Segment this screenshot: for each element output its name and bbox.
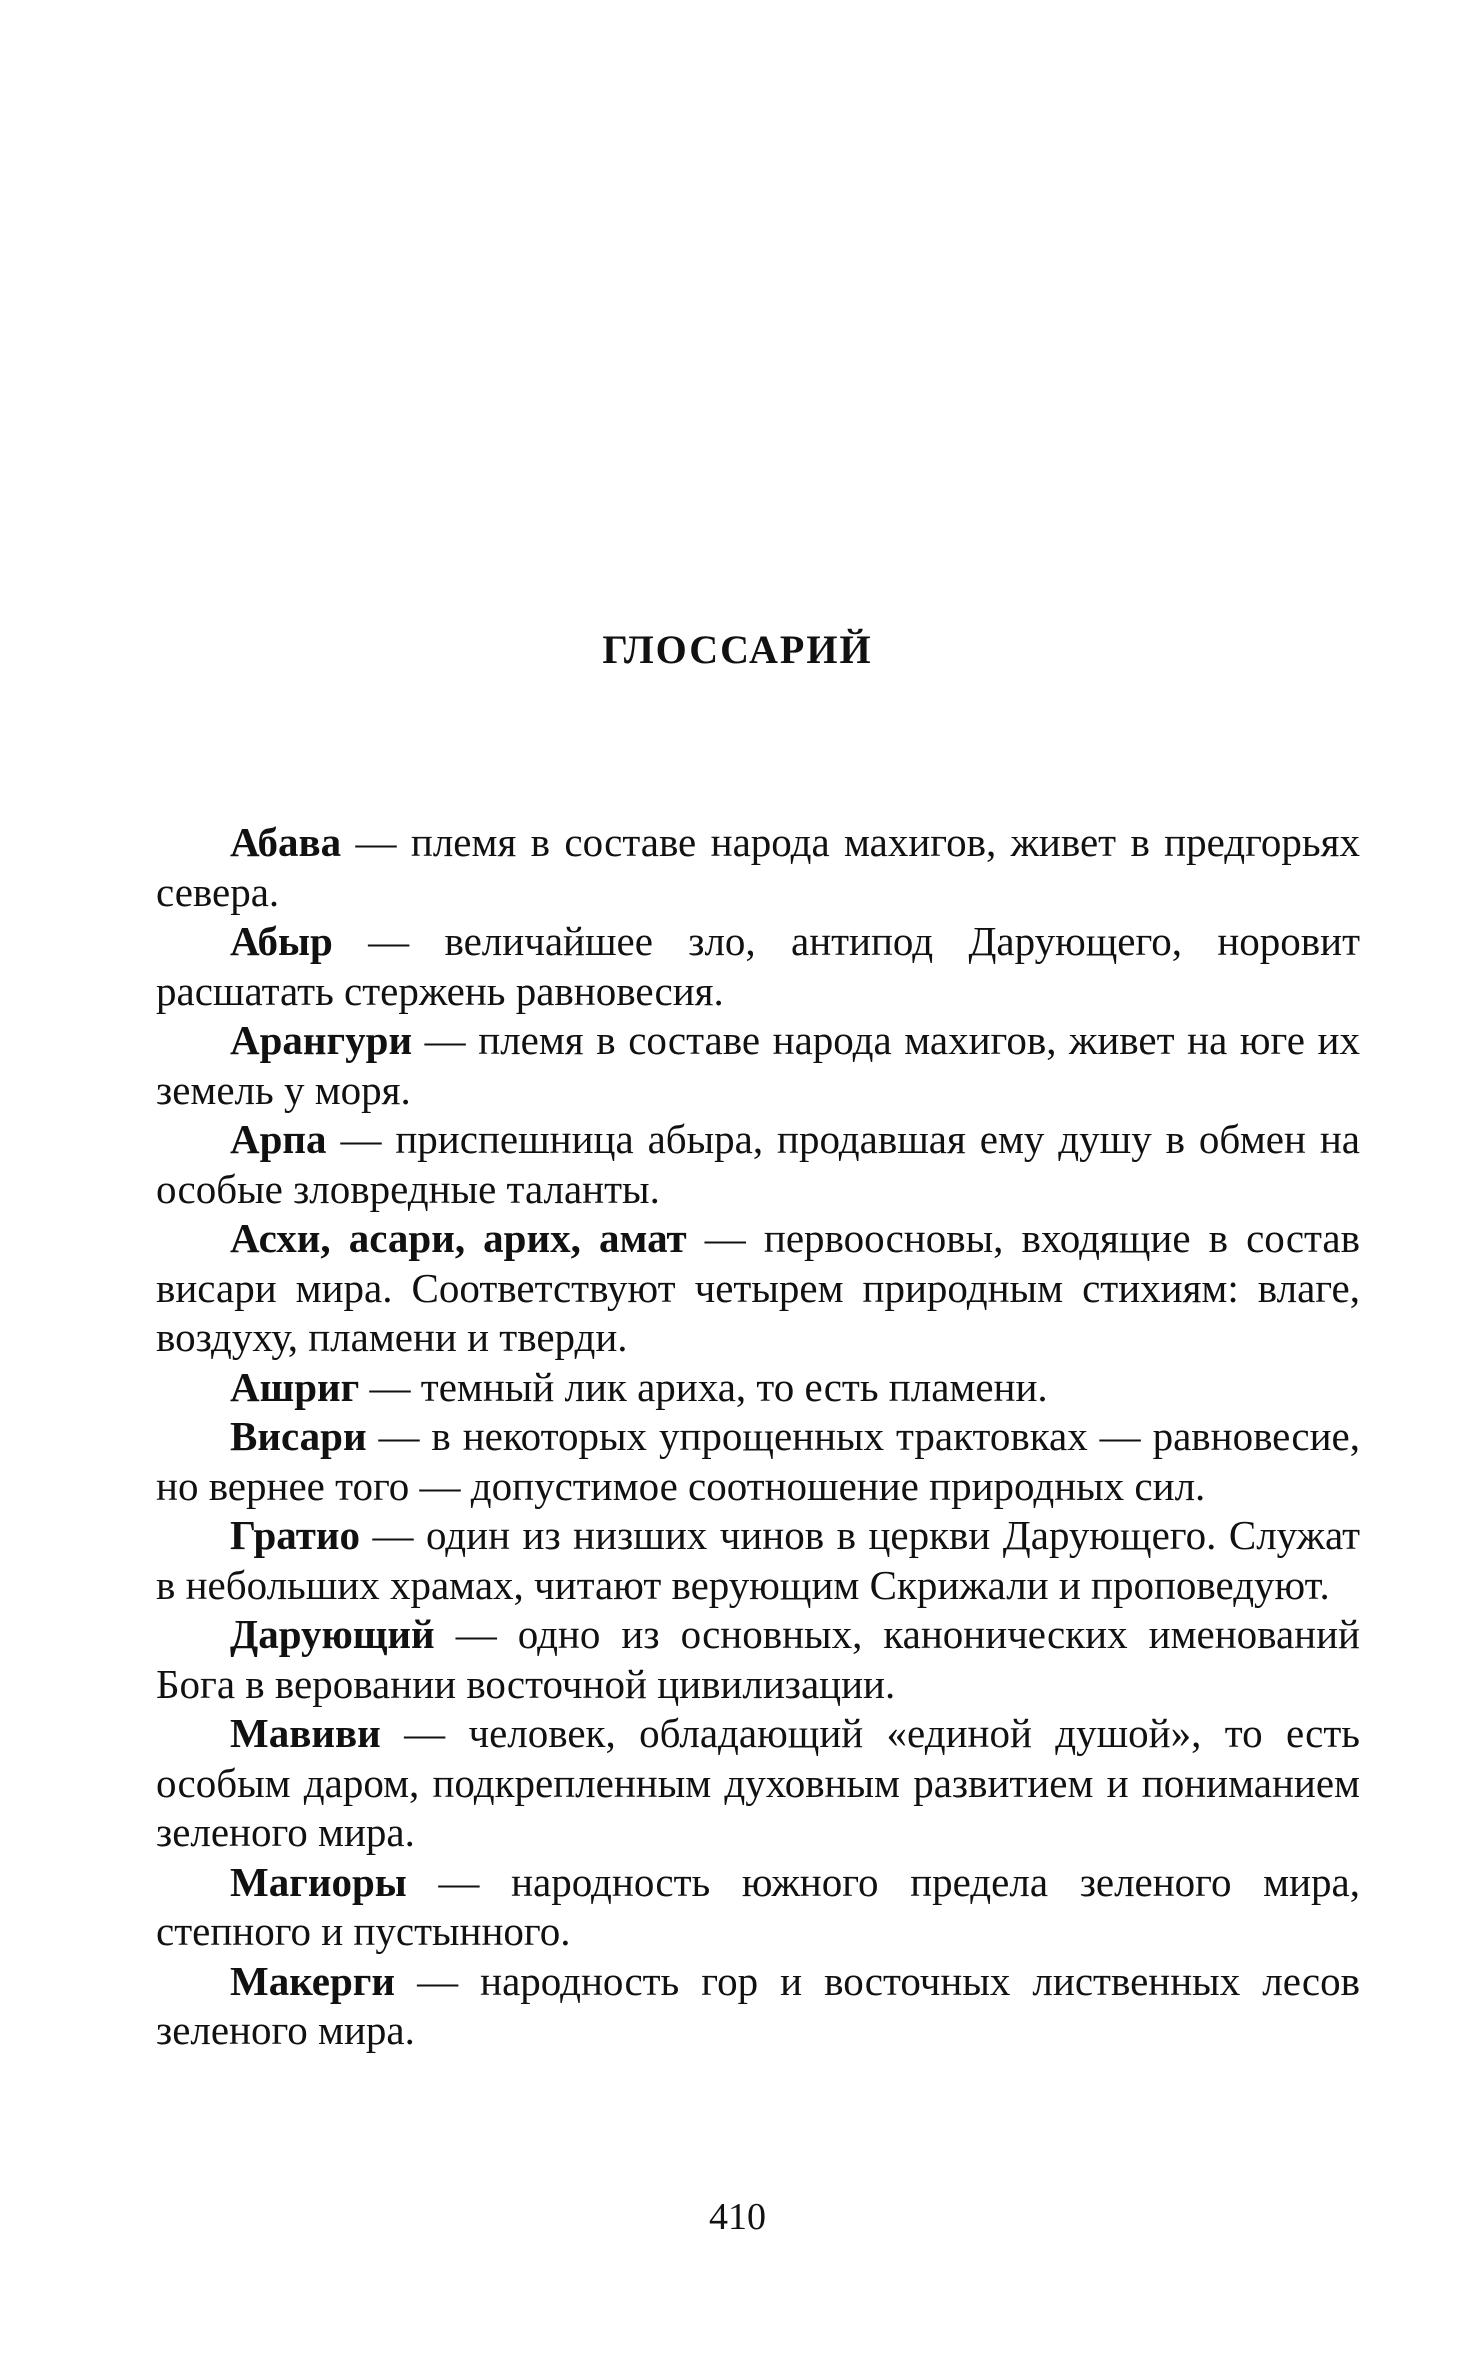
glossary-entry [156, 1016, 1360, 1115]
glossary-entry [156, 1363, 1360, 1413]
glossary-definition: — приспешница абыра, продавшая ему душу в обмен на особые зловредные таланты. [156, 1116, 1360, 1212]
glossary-definition: — величайшее зло, антипод Дарующего, норовит расшатать стержень равновесия. [156, 918, 1360, 1014]
glossary-term: Магиоры [230, 1858, 407, 1905]
glossary-entry [156, 1511, 1360, 1610]
glossary-term: Абыр [230, 918, 333, 964]
page-title: ГЛОССАРИЙ [602, 627, 873, 672]
glossary-term: Макерги [230, 1957, 396, 2004]
glossary-list [156, 818, 1360, 2056]
glossary-entry [156, 1115, 1360, 1214]
glossary-term: Висари [230, 1413, 367, 1459]
glossary-term: Гратио [230, 1512, 361, 1558]
glossary-term: Арангури [230, 1017, 413, 1063]
glossary-term: Абава [230, 819, 342, 865]
glossary-term: Мавиви [230, 1710, 381, 1756]
glossary-entry [156, 1610, 1360, 1709]
glossary-definition: — один из низших чинов в церкви Дарующего. Служат в небольших храмах, читают верующим Скрижали и проповедуют. [156, 1512, 1360, 1608]
glossary-entry [156, 818, 1360, 917]
glossary-definition: — в некоторых упрощенных трактовках — равновесие, но вернее того — допустимое соотношение природных сил. [156, 1413, 1360, 1509]
glossary-term: Дарующий [230, 1611, 435, 1657]
glossary-entry [156, 1957, 1360, 2056]
glossary-entry [156, 1214, 1360, 1363]
page-number: 410 [709, 2196, 766, 2238]
glossary-definition: — первоосновы, входящие в состав висари мира. Соответствуют четырем природным стихиям: влаге, воздуху, пламени и тверди. [156, 1215, 1360, 1360]
glossary-term: Асхи, асари, арих, амат [230, 1215, 687, 1261]
glossary-term: Арпа [230, 1116, 327, 1162]
glossary-definition: — человек, обладающий «единой душой», то есть особым даром, подкрепленным духовным развитием и пониманием зеленого мира. [156, 1710, 1360, 1855]
glossary-definition: — народность гор и восточных лиственных лесов зеленого мира. [156, 1957, 1360, 2053]
glossary-definition: — одно из основных, канонических именований Бога в веровании восточной цивилизации. [156, 1611, 1360, 1707]
glossary-definition: — племя в составе народа махигов, живет на юге их земель у моря. [156, 1017, 1360, 1113]
glossary-entry [156, 1858, 1360, 1957]
glossary-entry [156, 1412, 1360, 1511]
glossary-definition: — племя в составе народа махигов, живет в предгорьях севера. [156, 819, 1360, 915]
glossary-definition: — темный лик ариха, то есть пламени. [359, 1363, 1048, 1410]
glossary-definition: — народность южного предела зеленого мира, степного и пустынного. [156, 1858, 1360, 1954]
glossary-entry [156, 1709, 1360, 1858]
glossary-entry [156, 917, 1360, 1016]
glossary-term: Ашриг [230, 1363, 360, 1410]
